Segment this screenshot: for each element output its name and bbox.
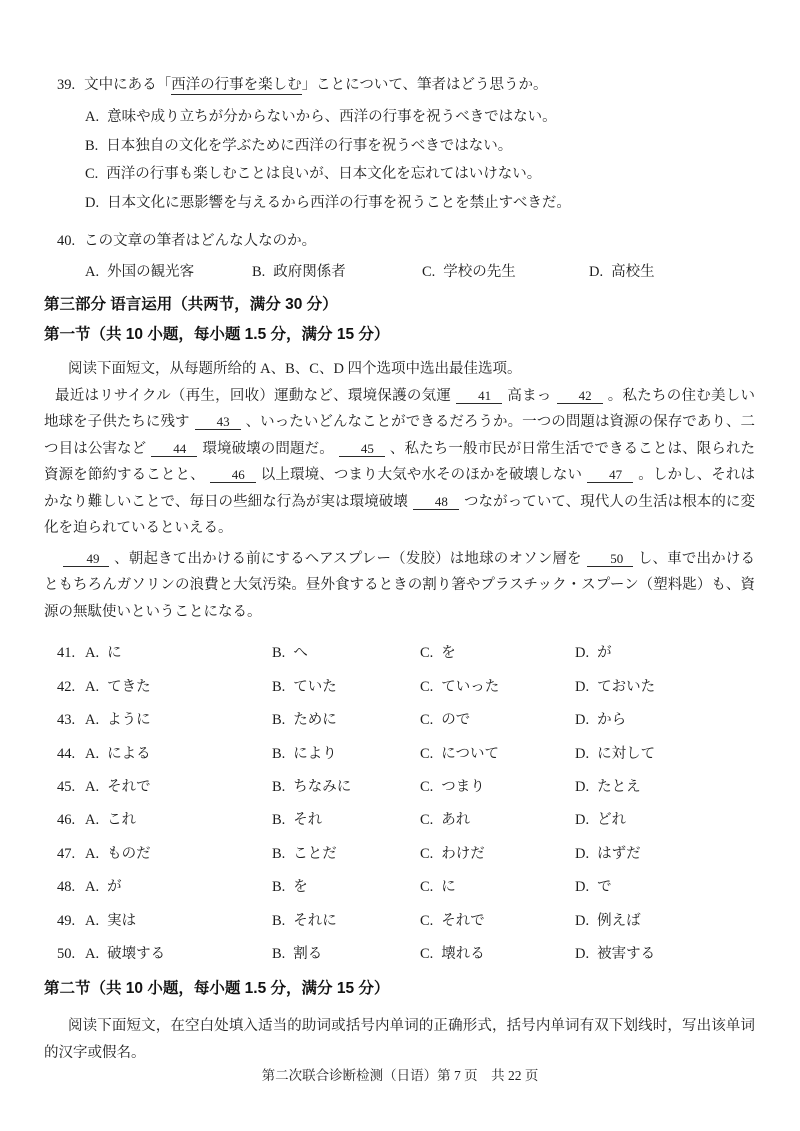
option-text: ておいた [597,678,656,695]
cloze-option-B [272,704,420,737]
option-text: から [597,712,627,729]
option-text: で [597,879,612,896]
cloze-blank-41: 41 [456,389,502,404]
cloze-option-A [85,671,272,704]
question-40-options [57,259,755,285]
option-label: A. [85,845,100,862]
option-label: B. [272,945,286,962]
option-label: B. [272,879,286,896]
cloze-option-A [85,905,272,938]
cloze-option-A [85,871,272,904]
option-text: 日本独自の文化を学ぶために西洋の行事を祝うべきではない。 [106,137,513,154]
cloze-option-A [85,938,272,971]
cloze-option-D [575,938,755,971]
cloze-blank-45: 45 [339,442,385,457]
option-label: D. [575,712,590,729]
cloze-option-B [272,838,420,871]
option-label: C. [420,712,434,729]
question-number: 47. [57,845,76,862]
option-text: 政府関係者 [273,263,346,280]
option-label: A. [85,912,100,929]
cloze-blank-42: 42 [557,389,603,404]
question-40 [57,230,755,285]
option-label: B. [272,912,286,929]
option-text: に [441,879,456,896]
cloze-option-C [420,704,575,737]
cloze-blank-48: 48 [413,495,459,510]
question-number: 39. [57,77,76,93]
option-text: 西洋の行事も楽しむことは良いが、日本文化を忘れてはいけない。 [106,166,542,183]
option-label: C. [420,745,434,762]
cloze-blank-49: 49 [63,552,109,567]
option-text: が [597,645,612,662]
cloze-question-50 [57,938,755,971]
option-text: 高校生 [611,263,655,280]
cloze-option-D [575,838,755,871]
option-label: C. [420,912,434,929]
option-text: それ [293,812,323,829]
cloze-option-B [272,905,420,938]
question-number: 40. [57,232,76,249]
question-39-underlined-phrase: 西洋の行事を楽しむ [171,77,302,93]
option-label: D. [575,945,590,962]
option-label: C. [420,845,434,862]
question-39-stem [57,74,755,96]
cloze-option-A [85,738,272,771]
section1-instruction: 阅读下面短文，从每题所给的 A、B、C、D 四个选项中选出最佳选项。 [68,360,522,377]
question-40-option-D [589,259,755,285]
question-40-stem [57,230,755,252]
cloze-question-46 [57,804,755,837]
option-label: D. [575,812,590,829]
question-number: 45. [57,778,76,795]
cloze-option-B [272,871,420,904]
cloze-passage-paragraph-2: 49 、朝起きて出かける前にするヘアスプレー（发胶）は地球のオソン層を 50 し、車で出かけるともちろんガソリンの浪費と大気汚染。昼外食するときの割り箸やプラスチック・スプーン（塑料匙）も、資源の無駄使いということになる。 [44,550,756,620]
option-label: D. [85,195,100,212]
option-label: A. [85,678,100,695]
option-text: それで [107,778,151,795]
question-number: 44. [57,745,76,762]
option-text: 学校の先生 [443,263,516,280]
option-text: による [107,745,151,762]
question-39-options [57,103,755,218]
option-text: はずだ [597,845,641,862]
option-label: D. [589,263,604,280]
option-text: 破壊する [107,945,166,962]
cloze-question-44 [57,738,755,771]
option-label: A. [85,109,100,125]
option-text: これ [107,812,137,829]
cloze-option-D [575,738,755,771]
cloze-question-43 [57,704,755,737]
option-text: それに [293,912,337,929]
section2-header: 第二节（共 10 小题，每小题 1.5 分，满分 15 分） [44,980,390,998]
option-text: たとえ [597,778,641,795]
question-40-option-B [252,259,422,285]
option-text: それで [441,912,485,929]
cloze-question-48 [57,871,755,904]
option-label: B. [85,137,99,154]
question-number: 41. [57,645,76,662]
option-text: に対して [597,745,656,762]
cloze-question-45 [57,771,755,804]
cloze-option-B [272,738,420,771]
cloze-option-B [272,771,420,804]
cloze-option-D [575,771,755,804]
option-text: について [441,745,500,762]
option-text: 例えば [597,912,641,929]
option-text: ので [441,712,471,729]
cloze-option-C [420,738,575,771]
option-label: A. [85,712,100,729]
cloze-blank-47: 47 [587,468,633,483]
page-footer: 第二次联合诊断检测（日语）第 7 页 共 22 页 [261,1068,539,1083]
option-label: D. [575,745,590,762]
question-40-option-C [422,259,589,285]
question-39 [57,74,755,218]
option-text: 割る [293,945,323,962]
cloze-blank-50: 50 [587,552,633,567]
cloze-option-D [575,905,755,938]
option-label: D. [575,845,590,862]
question-number: 46. [57,812,76,829]
option-text: 被害する [597,945,656,962]
cloze-option-A [85,804,272,837]
option-text: ように [107,712,151,729]
cloze-option-C [420,671,575,704]
cloze-option-C [420,871,575,904]
question-39-option-B [57,132,755,161]
question-39-stem-suffix: 」ことについて、筆者はどう思うか。 [301,77,548,93]
cloze-question-49 [57,905,755,938]
option-text: 日本文化に悪影響を与えるから西洋の行事を祝うことを禁止すべきだ。 [107,195,571,212]
question-number: 48. [57,879,76,896]
question-40-option-A [85,259,252,285]
cloze-option-C [420,637,575,670]
option-label: C. [420,812,434,829]
option-label: B. [272,645,286,662]
cloze-option-D [575,671,755,704]
question-40-stem-text: この文章の筆者はどんな人なのか。 [84,232,317,249]
part3-header: 第三部分 语言运用（共两节，满分 30 分） [44,295,338,313]
option-label: A. [85,879,100,896]
cloze-option-C [420,938,575,971]
question-39-option-D [57,189,755,218]
option-label: B. [272,778,286,795]
option-text: ことだ [293,845,337,862]
cloze-question-42 [57,671,755,704]
option-text: あれ [441,812,471,829]
option-label: D. [575,879,590,896]
cloze-option-A [85,838,272,871]
option-text: わけだ [441,845,485,862]
option-label: A. [85,778,100,795]
cloze-option-B [272,804,420,837]
cloze-blank-43: 43 [195,415,241,430]
cloze-option-C [420,804,575,837]
cloze-option-A [85,704,272,737]
option-label: C. [422,263,436,280]
option-text: てきた [107,678,151,695]
option-text: どれ [597,812,627,829]
option-label: B. [272,845,286,862]
cloze-option-D [575,871,755,904]
option-text: ていた [293,678,337,695]
section1-header: 第一节（共 10 小题，每小题 1.5 分，满分 15 分） [44,325,390,343]
option-label: D. [575,912,590,929]
option-label: A. [85,263,100,280]
option-label: A. [85,945,100,962]
option-text: が [107,879,122,896]
question-number: 43. [57,712,76,729]
option-label: B. [272,745,286,762]
cloze-question-47 [57,838,755,871]
cloze-option-C [420,905,575,938]
cloze-option-D [575,637,755,670]
option-label: A. [85,812,100,829]
question-39-option-A [57,103,755,132]
cloze-option-C [420,771,575,804]
option-text: ものだ [107,845,151,862]
option-label: A. [85,745,100,762]
option-text: つまり [441,778,485,795]
cloze-option-A [85,771,272,804]
option-label: C. [420,945,434,962]
cloze-option-B [272,637,420,670]
option-text: 壊れる [441,945,485,962]
option-text: により [293,745,337,762]
option-text: を [293,879,308,896]
option-label: C. [420,879,434,896]
option-label: B. [252,263,266,280]
cloze-option-D [575,804,755,837]
cloze-passage [44,383,755,626]
option-text: ちなみに [293,778,352,795]
section2-instruction: 阅读下面短文，在空白处填入适当的助词或括号内单词的正确形式，括号内单词有双下划线时，写出该单词的汉字或假名。 [44,1018,755,1062]
question-39-stem-prefix: 文中にある「 [84,77,172,93]
option-label: B. [272,812,286,829]
option-label: D. [575,778,590,795]
cloze-option-C [420,838,575,871]
cloze-blank-46: 46 [210,468,256,483]
cloze-options-grid [57,637,755,971]
cloze-option-A [85,637,272,670]
cloze-option-B [272,938,420,971]
option-label: C. [85,166,99,183]
cloze-option-B [272,671,420,704]
cloze-blank-44: 44 [151,442,197,457]
option-text: へ [293,645,308,662]
option-label: B. [272,678,286,695]
option-text: ていった [441,678,500,695]
option-text: ために [293,712,337,729]
option-label: C. [420,645,434,662]
option-label: C. [420,678,434,695]
option-text: を [441,645,456,662]
cloze-option-D [575,704,755,737]
question-number: 50. [57,945,76,962]
cloze-passage-paragraph-1: 最近はリサイクル（再生，回收）運動など、環境保護の気運 41 高まっ 42 。私たちの住む美しい地球を子供たちに残す 43 、いったいどんなことができるだろうか。一つの問題は資源の保存であり、二つ目は公害など 44 環境破壊の問題だ。 45 、私たち一般市民が日常生活でできることは、限られた資源を節約することと、 46 以上環境、つまり大気や水そのほかを破壊しない 47 。しかし、それはかなり難しいことで、毎日の些細な行為が実は環境破壊 48 つながっていて、現代人の生活は根本的に変化を迫られているといえる。 [44,387,756,537]
option-text: 外国の観光客 [107,263,195,280]
option-label: D. [575,645,590,662]
option-label: B. [272,712,286,729]
cloze-question-41 [57,637,755,670]
option-text: 意味や成り立ちが分からないから、西洋の行事を祝うべきではない。 [107,109,557,125]
question-number: 49. [57,912,76,929]
option-label: C. [420,778,434,795]
question-39-option-C [57,160,755,189]
question-number: 42. [57,678,76,695]
option-text: 実は [107,912,137,929]
option-label: A. [85,645,100,662]
option-text: に [107,645,122,662]
option-label: D. [575,678,590,695]
